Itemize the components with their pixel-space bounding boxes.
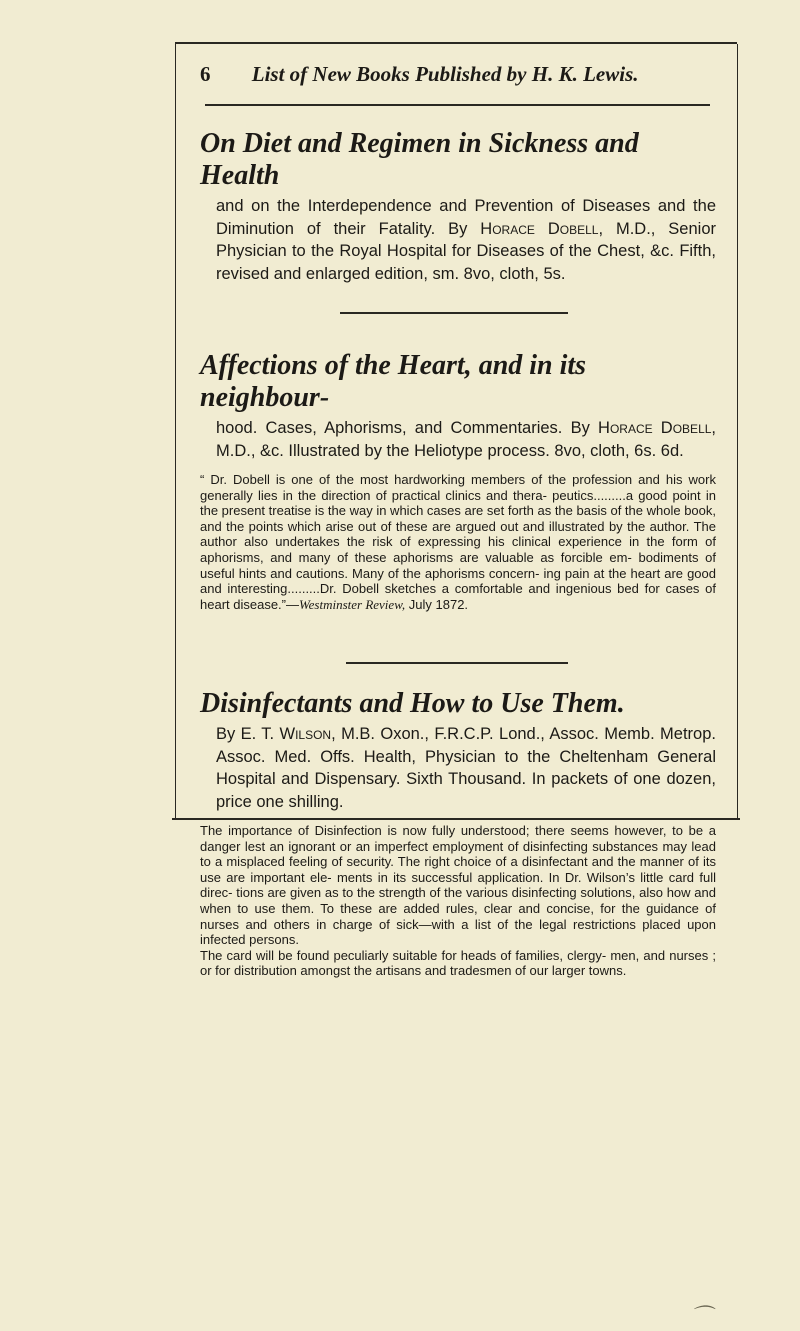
book-description: and on the Interdependence and Prevention of Diseases and the Diminution of their Fatality. By Horace Dobell, M.D., Senior Physician to the Royal Hospital for Diseases of the Chest, &c. Fifth, revised and enlarged edition, sm. 8vo, cloth, 5s.	[216, 197, 717, 283]
book-entry-disinfectants	[200, 688, 716, 979]
page-number: 6	[200, 62, 211, 86]
review-quote-continued: The card will be found peculiarly suitable for heads of families, clergy- men, and nurses ; or for distribution amongst the artisans and tradesmen of our larger towns.	[200, 947, 716, 979]
book-description: hood. Cases, Aphorisms, and Commentaries. By Horace Dobell, M.D., &c. Illustrated by the Heliotype process. 8vo, cloth, 6s. 6d.	[216, 419, 717, 460]
book-title: On Diet and Regimen in Sickness and Health	[200, 128, 639, 191]
review-quote: “ Dr. Dobell is one of the most hardworking members of the profession and his work generally lies in the direction of practical clinics and thera- peutics.........a good point in the present treatise is the way in which cases are set forth as the basis of the whole book, and the points which arise out of these are argued out and illustrated by the author. The author also undertakes the risk of expressing his clinical experience in the form of aphorisms, and many of these aphorisms are valuable as forcible em- bodiments of useful hints and cautions. Many of the aphorisms concern- ing pain at the heart are good and interesting.........Dr. Dobell sketches a comfortable and ingenious bed for cases of heart disease.”—Westminster Review, July 1872.	[200, 472, 716, 612]
review-source: Westminster Review,	[299, 596, 406, 612]
section-divider	[346, 662, 568, 664]
section-divider	[340, 312, 568, 314]
book-title: Affections of the Heart, and in its neighbour-	[200, 350, 587, 413]
book-description: By E. T. Wilson, M.B. Oxon., F.R.C.P. Lond., Assoc. Memb. Metrop. Assoc. Med. Offs. Health, Physician to the Cheltenham General Hospital and Dispensary. Sixth Thousand. In packets of one dozen, price one shilling.	[216, 725, 716, 811]
corner-ink-mark: ⌒	[690, 1304, 713, 1329]
running-head	[200, 62, 720, 87]
review-quote: The importance of Disinfection is now fully understood; there seems however, to be a danger lest an ignorant or an imperfect employment of disinfecting substances may lead to a misplaced feeling of security. The right choice of a disinfectant and the manner of its use are important ele- ments in its successful application. In Dr. Wilson’s little card full direc- tions are given as to the strength of the various disinfecting solutions, also how and when to use them. To these are added rules, clear and concise, for the guidance of nurses and others in charge of sick—with a list of the legal restrictions placed upon infected persons.	[200, 823, 716, 948]
header-rule	[205, 104, 710, 106]
book-title: Disinfectants and How to Use Them.	[200, 688, 625, 719]
author-name: Horace Dobell	[598, 419, 712, 437]
book-entry-heart	[200, 350, 716, 612]
book-entry-diet	[200, 128, 716, 285]
author-name: Horace Dobell	[480, 219, 599, 238]
author-name: Wilson	[279, 725, 332, 743]
running-title: List of New Books Published by H. K. Lewis.	[251, 62, 639, 86]
